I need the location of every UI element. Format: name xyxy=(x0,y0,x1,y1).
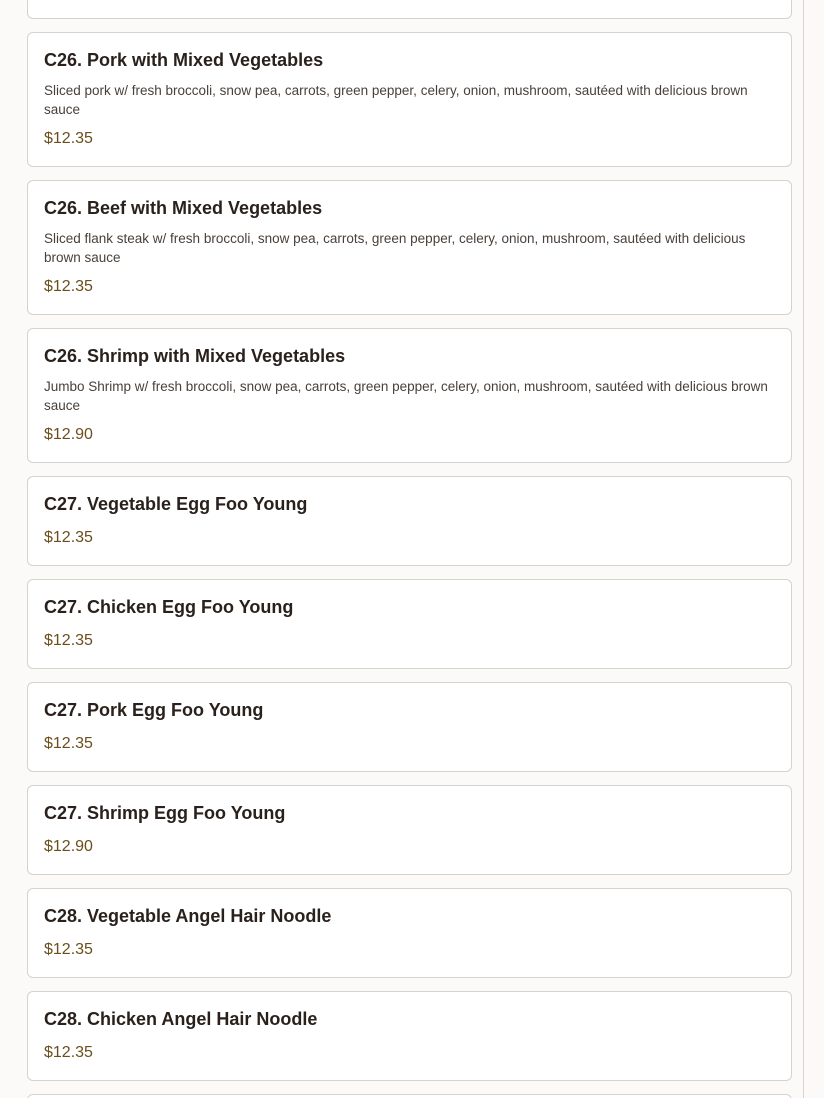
menu-item-card[interactable] xyxy=(27,682,792,772)
menu-item-price: $12.35 xyxy=(44,735,93,752)
menu-item-description: Sliced pork w/ fresh broccoli, snow pea, carrots, green pepper, celery, onion, mushroom, sautéed with delicious brown sauce xyxy=(44,83,748,117)
menu-item-card[interactable] xyxy=(27,328,792,463)
menu-item-price: $12.35 xyxy=(44,632,93,649)
menu-item-name: C26. Beef with Mixed Vegetables xyxy=(44,198,323,218)
menu-item-name: C27. Vegetable Egg Foo Young xyxy=(44,494,308,514)
menu-item-price: $12.90 xyxy=(44,838,93,855)
menu-item-card[interactable] xyxy=(27,476,792,566)
menu-item-description: Sliced flank steak w/ fresh broccoli, snow pea, carrots, green pepper, celery, onion, mushroom, sautéed with delicious brown sauce xyxy=(44,231,746,265)
menu-item-card-partial[interactable] xyxy=(27,1094,792,1098)
menu-item-name: C28. Chicken Angel Hair Noodle xyxy=(44,1009,318,1029)
menu-item-card[interactable] xyxy=(27,579,792,669)
menu-item-card[interactable] xyxy=(27,32,792,167)
menu-item-price: $12.35 xyxy=(44,941,93,958)
menu-item-card-partial[interactable] xyxy=(27,0,792,19)
menu-item-card[interactable] xyxy=(27,888,792,978)
menu-item-card[interactable] xyxy=(27,785,792,875)
menu-item-name: C27. Pork Egg Foo Young xyxy=(44,700,264,720)
menu-item-name: C28. Vegetable Angel Hair Noodle xyxy=(44,906,332,926)
menu-item-price: $12.35 xyxy=(44,278,93,295)
menu-item-price: $12.35 xyxy=(44,130,93,147)
menu-item-card[interactable] xyxy=(27,180,792,315)
menu-item-name: C26. Pork with Mixed Vegetables xyxy=(44,50,324,70)
menu-item-name: C27. Chicken Egg Foo Young xyxy=(44,597,294,617)
menu-item-description: Jumbo Shrimp w/ fresh broccoli, snow pea, carrots, green pepper, celery, onion, mushroom, sautéed with delicious brown sauce xyxy=(44,379,768,413)
scroll-divider xyxy=(803,0,804,1098)
menu-item-list xyxy=(27,0,792,1098)
menu-item-name: C26. Shrimp with Mixed Vegetables xyxy=(44,346,346,366)
menu-item-price: $12.35 xyxy=(44,1044,93,1061)
menu-item-price: $12.35 xyxy=(44,529,93,546)
menu-item-card[interactable] xyxy=(27,991,792,1081)
menu-item-price: $12.90 xyxy=(44,426,93,443)
menu-item-name: C27. Shrimp Egg Foo Young xyxy=(44,803,286,823)
